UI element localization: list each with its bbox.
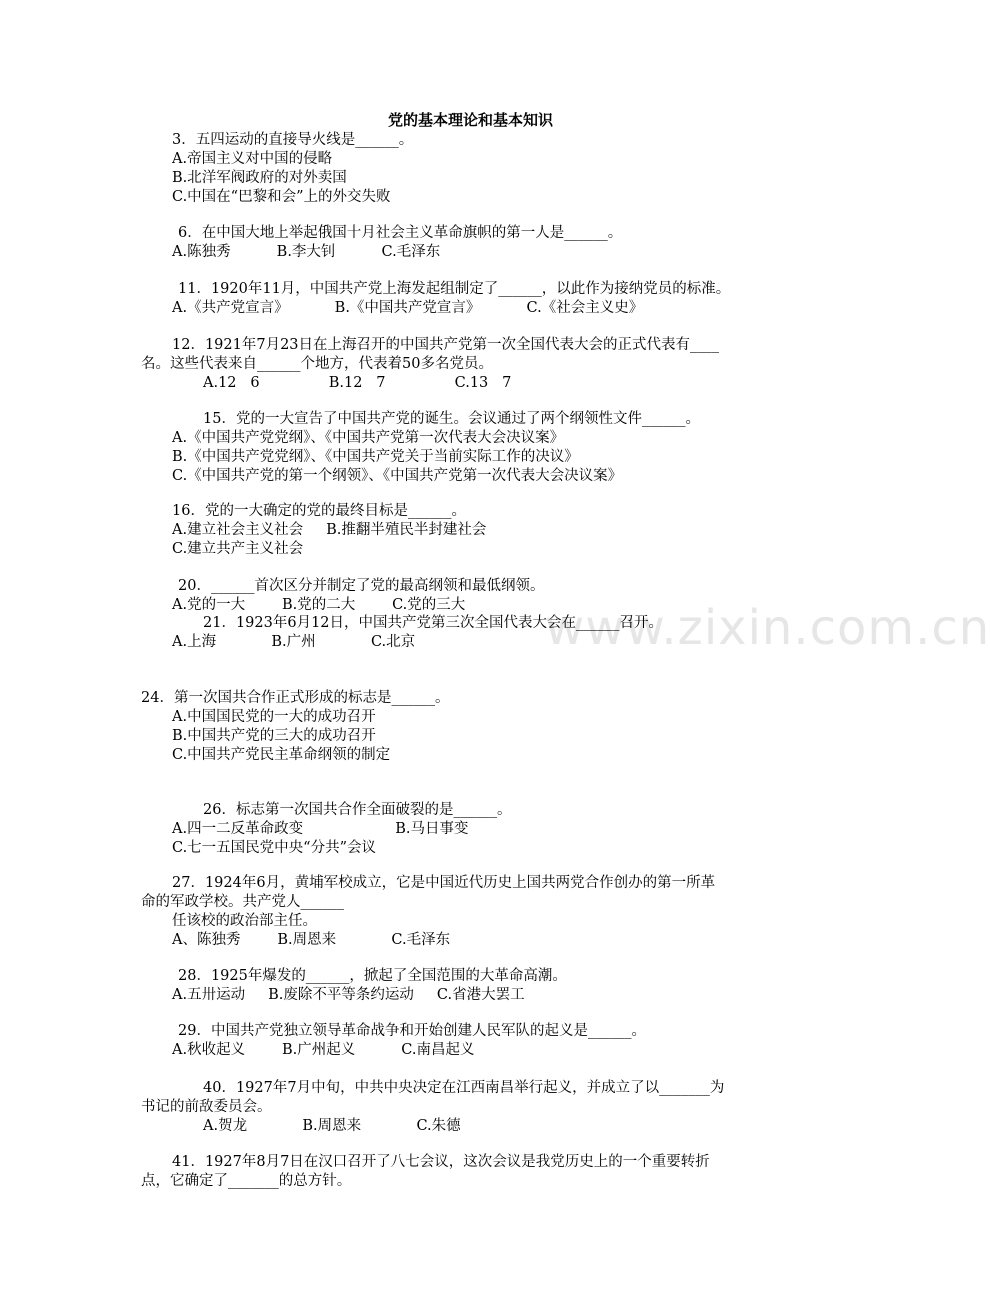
question-40: 40．1927年7月中旬，中共中央决定在江西南昌举行起义，并成立了以_______为 <box>203 1080 725 1096</box>
q15-option-a: A.《中国共产党党纲》、《中国共产党第一次代表大会决议案》 <box>172 430 565 446</box>
q11-options: A.《共产党宣言》 B.《中国共产党宣言》 C.《社会主义史》 <box>172 300 644 316</box>
q24-option-c: C.中国共产党民主革命纲领的制定 <box>172 747 391 763</box>
q15-option-b: B.《中国共产党党纲》、《中国共产党关于当前实际工作的决议》 <box>172 449 579 465</box>
question-40-cont: 书记的前敌委员会。 <box>141 1099 272 1115</box>
page-title: 党的基本理论和基本知识 <box>388 111 554 129</box>
question-27: 27．1924年6月，黄埔军校成立，它是中国近代历史上国共两党合作创办的第一所革 <box>172 875 716 891</box>
question-16: 16．党的一大确定的党的最终目标是______。 <box>172 503 466 519</box>
q15-option-c: C.《中国共产党的第一个纲领》、《中国共产党第一次代表大会决议案》 <box>172 468 623 484</box>
q26-options-ab: A.四一二反革命政变 B.马日事变 <box>172 821 469 837</box>
question-12-cont: 名。这些代表来自______个地方，代表着50多名党员。 <box>141 356 493 372</box>
q29-options: A.秋收起义 B.广州起义 C.南昌起义 <box>172 1042 475 1058</box>
q21-options: A.上海 B.广州 C.北京 <box>172 634 416 650</box>
watermark: www.zixin.com.cn <box>545 600 990 656</box>
question-11: 11．1920年11月，中国共产党上海发起组制定了______，以此作为接纳党员的标准。 <box>178 281 731 297</box>
question-24: 24．第一次国共合作正式形成的标志是______。 <box>141 690 450 706</box>
question-6: 6．在中国大地上举起俄国十月社会主义革命旗帜的第一人是______。 <box>178 225 623 241</box>
question-15: 15．党的一大宣告了中国共产党的诞生。会议通过了两个纲领性文件______。 <box>203 411 700 427</box>
q3-option-c: C.中国在“巴黎和会”上的外交失败 <box>172 189 391 205</box>
q40-options: A.贺龙 B.周恩来 C.朱德 <box>203 1118 461 1134</box>
question-29: 29．中国共产党独立领导革命战争和开始创建人民军队的起义是______。 <box>178 1023 646 1039</box>
q27-options: A、陈独秀 B.周恩来 C.毛泽东 <box>172 932 451 948</box>
q12-options: A.12 6 B.12 7 C.13 7 <box>203 375 512 391</box>
question-3: 3．五四运动的直接导火线是______。 <box>172 132 414 148</box>
q6-options: A.陈独秀 B.李大钊 C.毛泽东 <box>172 244 441 260</box>
q20-options: A.党的一大 B.党的二大 C.党的三大 <box>172 597 466 613</box>
q28-options: A.五卅运动 B.废除不平等条约运动 C.省港大罢工 <box>172 987 525 1003</box>
question-21: 21．1923年6月12日，中国共产党第三次全国代表大会在______召开。 <box>203 615 664 631</box>
q3-option-b: B.北洋军阀政府的对外卖国 <box>172 170 347 186</box>
question-26: 26．标志第一次国共合作全面破裂的是______。 <box>203 802 512 818</box>
q24-option-a: A.中国国民党的一大的成功召开 <box>172 709 376 725</box>
q26-option-c: C.七一五国民党中央“分共”会议 <box>172 840 377 856</box>
question-27-cont: 命的军政学校。共产党人______ <box>141 894 344 910</box>
q16-option-c: C.建立共产主义社会 <box>172 541 304 557</box>
q24-option-b: B.中国共产党的三大的成功召开 <box>172 728 376 744</box>
q3-option-a: A.帝国主义对中国的侵略 <box>172 151 333 167</box>
question-20: 20．______首次区分并制定了党的最高纲领和最低纲领。 <box>178 578 545 594</box>
question-12: 12．1921年7月23日在上海召开的中国共产党第一次全国代表大会的正式代表有____ <box>172 337 720 353</box>
question-28: 28．1925年爆发的______，掀起了全国范围的大革命高潮。 <box>178 968 567 984</box>
question-41: 41．1927年8月7日在汉口召开了八七会议，这次会议是我党历史上的一个重要转折 <box>172 1154 710 1170</box>
q16-options-ab: A.建立社会主义社会 B.推翻半殖民半封建社会 <box>172 522 487 538</box>
question-27-cont-2: 任该校的政治部主任。 <box>172 913 317 929</box>
question-41-cont: 点，它确定了_______的总方针。 <box>141 1173 352 1189</box>
